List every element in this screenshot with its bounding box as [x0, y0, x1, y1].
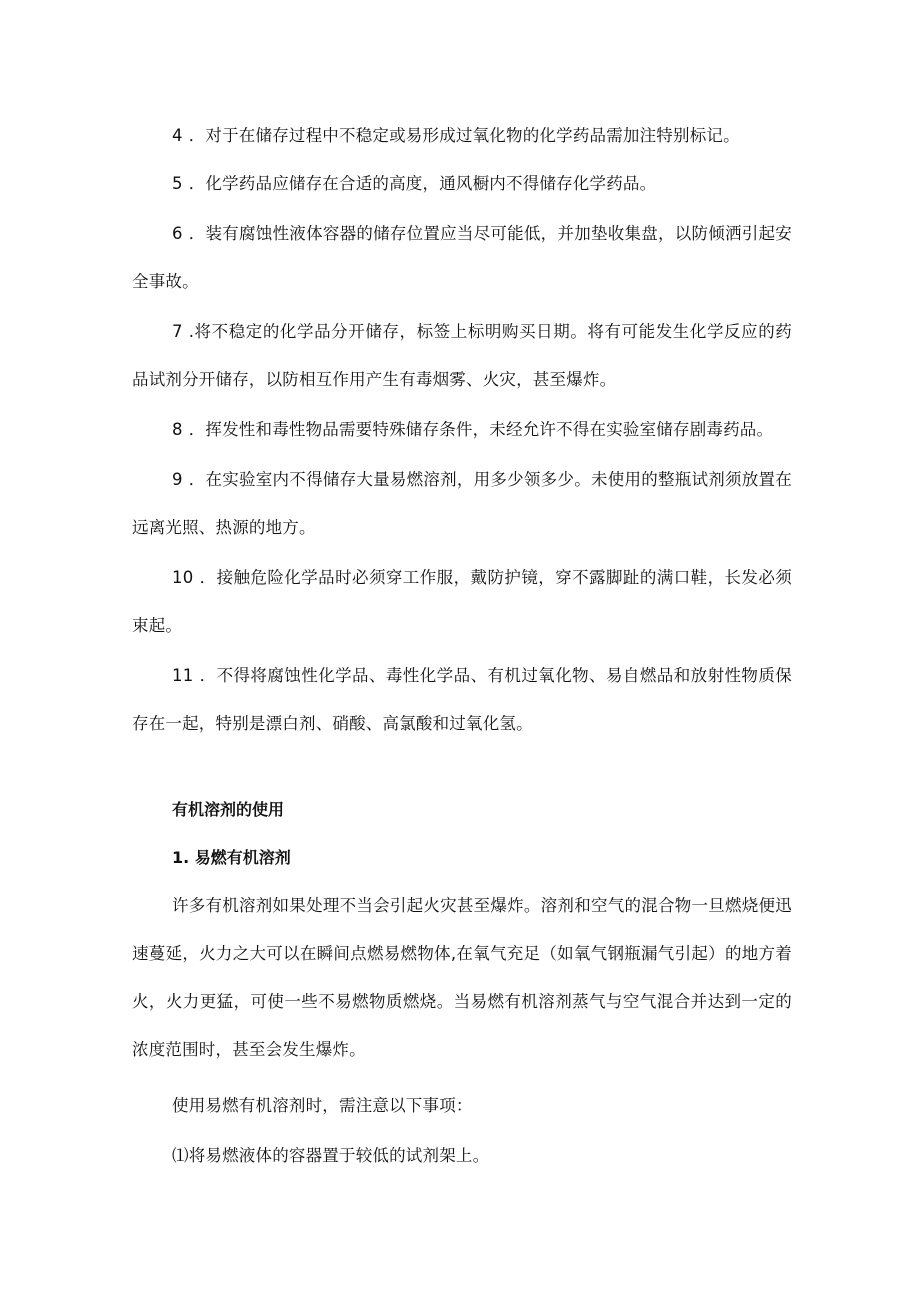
section-title: 有机溶剂的使用 [172, 800, 285, 819]
item-text: ．不得将腐蚀性化学品、毒性化学品、有机过氧化物、易自燃品和放射性物质保存在一起，特别是漂白剂、硝酸、高氯酸和过氧化氢。 [132, 666, 792, 733]
list-item-8 [132, 406, 792, 454]
item-text: ．挥发性和毒性物品需要特殊储存条件，未经允许不得在实验室储存剧毒药品。 [188, 420, 774, 439]
item-text: ．对于在储存过程中不稳定或易形成过氧化物的化学药品需加注特别标记。 [188, 126, 740, 145]
list-item-10 [132, 554, 792, 650]
item-text: .将不稳定的化学品分开储存，标签上标明购买日期。将有可能发生化学反应的药品试剂分开储存，以防相互作用产生有毒烟雾、火灾，甚至爆炸。 [132, 322, 792, 389]
list-item-11 [132, 652, 792, 748]
body-paragraph: 许多有机溶剂如果处理不当会引起火灾甚至爆炸。溶剂和空气的混合物一旦燃烧便迅速蔓延，火力之大可以在瞬间点燃易燃物体,在氧气充足（如氧气钢瓶漏气引起）的地方着火，火力更猛，可使一些不易燃物质燃烧。当易燃有机溶剂蒸气与空气混合并达到一定的浓度范围时，甚至会发生爆炸。 [132, 896, 792, 1059]
item-text: ．化学药品应储存在合适的高度，通风橱内不得储存化学药品。 [188, 174, 657, 193]
item-text: ．在实验室内不得储存大量易燃溶剂，用多少领多少。未使用的整瓶试剂须放置在远离光照、热源的地方。 [132, 470, 792, 537]
item-number: 11 [172, 666, 194, 685]
list-item-6 [132, 210, 792, 306]
item-number: 10 [172, 568, 194, 587]
notice-item-1: ⑴将易燃液体的容器置于较低的试剂架上。 [172, 1146, 490, 1165]
item-number: 8 [172, 420, 183, 439]
item-number: 7 [172, 322, 183, 341]
notice-intro: 使用易燃有机溶剂时，需注意以下事项： [172, 1096, 473, 1115]
list-item-4 [132, 112, 792, 160]
item-number: 6 [172, 224, 183, 243]
list-item-5 [132, 160, 792, 208]
list-item-7 [132, 308, 792, 404]
list-item-9 [132, 456, 792, 552]
item-text: ．接触危险化学品时必须穿工作服，戴防护镜，穿不露脚趾的满口鞋，长发必须束起。 [132, 568, 792, 635]
item-number: 5 [172, 174, 183, 193]
item-number: 9 [172, 470, 183, 489]
subsection-title: 1. 易燃有机溶剂 [172, 848, 291, 867]
item-text: ．装有腐蚀性液体容器的储存位置应当尽可能低，并加垫收集盘，以防倾洒引起安全事故。 [132, 224, 792, 291]
item-number: 4 [172, 126, 183, 145]
